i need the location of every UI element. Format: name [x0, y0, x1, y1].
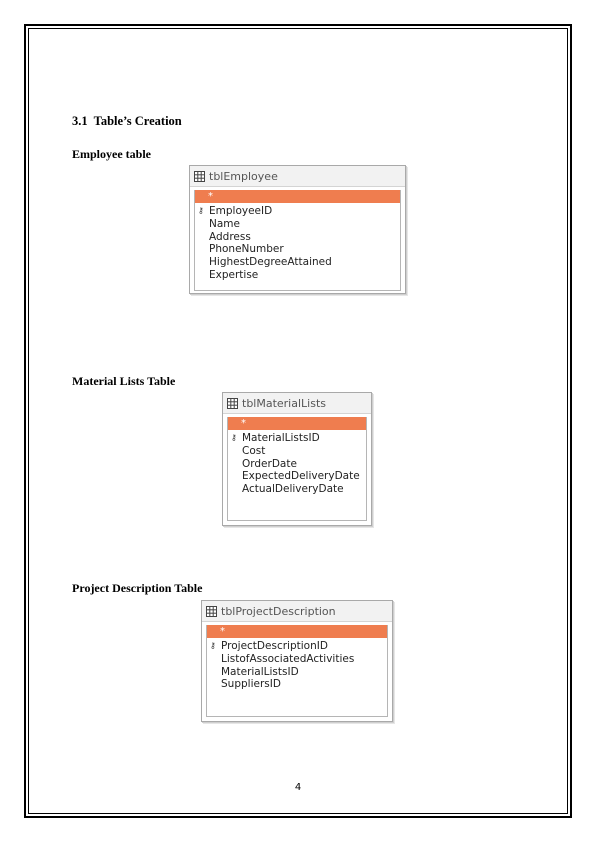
- field-list: [207, 638, 387, 699]
- table-grid-icon: [227, 398, 238, 409]
- field-list: [195, 203, 400, 290]
- table-grid-icon: [194, 171, 205, 182]
- field-list: [228, 430, 366, 504]
- table-window-header[interactable]: [190, 166, 405, 187]
- section-number: 3.1: [72, 114, 88, 128]
- field-item[interactable]: ExpectedDeliveryDate: [242, 470, 360, 483]
- employee-table-caption: Employee table: [72, 147, 151, 161]
- table-grid-icon: [206, 606, 217, 617]
- all-fields-row[interactable]: *: [195, 190, 400, 203]
- field-item[interactable]: SuppliersID: [221, 678, 281, 691]
- table-window-header[interactable]: [223, 393, 371, 414]
- field-list-box[interactable]: [227, 417, 367, 521]
- all-fields-row[interactable]: *: [207, 625, 387, 638]
- field-item[interactable]: ActualDeliveryDate: [242, 483, 344, 496]
- field-item-key[interactable]: [228, 432, 366, 445]
- field-label: EmployeeID: [209, 205, 273, 217]
- field-list-box[interactable]: [194, 190, 401, 291]
- table-window-title: tblEmployee: [209, 169, 278, 183]
- project-description-table-caption: Project Description Table: [72, 581, 203, 595]
- field-item[interactable]: Cost: [242, 444, 266, 457]
- table-window-title: tblProjectDescription: [221, 604, 336, 618]
- field-item[interactable]: OrderDate: [242, 457, 297, 470]
- material-lists-table-window[interactable]: [222, 392, 372, 526]
- field-item[interactable]: Address: [209, 230, 251, 243]
- primary-key-icon: ⚷: [231, 433, 237, 442]
- field-label: ProjectDescriptionID: [221, 640, 328, 652]
- section-heading: [72, 114, 182, 129]
- primary-key-icon: ⚷: [198, 206, 204, 215]
- table-window-header[interactable]: [202, 601, 392, 622]
- all-fields-row[interactable]: *: [228, 417, 366, 430]
- field-item[interactable]: MaterialListsID: [221, 665, 299, 678]
- page-number: 4: [294, 782, 302, 793]
- field-item[interactable]: Name: [209, 217, 240, 230]
- field-item[interactable]: HighestDegreeAttained: [209, 256, 332, 269]
- field-item[interactable]: PhoneNumber: [209, 243, 284, 256]
- material-lists-table-caption: Material Lists Table: [72, 374, 176, 388]
- field-item[interactable]: Expertise: [209, 268, 259, 281]
- primary-key-icon: ⚷: [210, 641, 216, 650]
- field-item-key[interactable]: [195, 205, 400, 218]
- table-window-title: tblMaterialLists: [242, 396, 326, 410]
- project-description-table-window[interactable]: [201, 600, 393, 722]
- field-list-box[interactable]: [206, 625, 388, 717]
- employee-table-window[interactable]: [189, 165, 406, 294]
- field-item-key[interactable]: [207, 640, 387, 653]
- field-label: MaterialListsID: [242, 432, 320, 444]
- section-title: Table’s Creation: [93, 114, 182, 128]
- field-item[interactable]: ListofAssociatedActivities: [221, 652, 355, 665]
